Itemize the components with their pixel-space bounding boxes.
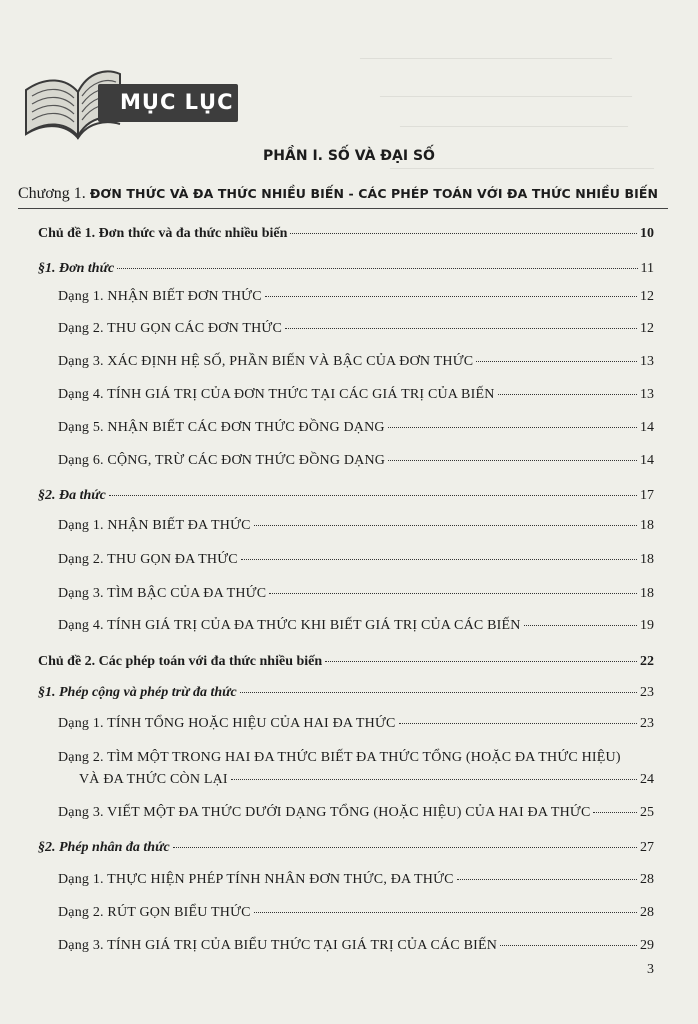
page-number: 3 xyxy=(647,962,654,977)
toc-entry-form-continued[interactable]: VÀ ĐA THỨC CÒN LẠI 24 xyxy=(79,772,654,787)
toc-entry-topic[interactable]: Chủ đề 1. Đơn thức và đa thức nhiều biến 10 xyxy=(38,226,654,241)
bleed-through-text: —————————————————————— xyxy=(390,160,654,174)
toc-entry-form[interactable]: Dạng 2. THU GỌN ĐA THỨC 18 xyxy=(58,552,654,567)
page-title: MỤC LỤC xyxy=(120,90,234,114)
header-banner xyxy=(22,62,238,140)
part-title: PHẦN I. SỐ VÀ ĐẠI SỐ xyxy=(263,148,435,164)
bleed-through-text: ——————————————————— xyxy=(400,118,628,132)
chapter-title: ĐƠN THỨC VÀ ĐA THỨC NHIỀU BIẾN - CÁC PHÉP TOÁN VỚI ĐA THỨC NHIỀU BIẾN xyxy=(89,186,659,201)
toc-entry-form[interactable]: Dạng 3. TÍNH GIÁ TRỊ CỦA BIỂU THỨC TẠI GIÁ TRỊ CỦA CÁC BIẾN 29 xyxy=(58,938,654,953)
toc-entry-form[interactable]: Dạng 1. NHẬN BIẾT ĐƠN THỨC 12 xyxy=(58,289,654,304)
toc-entry-section[interactable]: §1. Phép cộng và phép trừ đa thức 23 xyxy=(38,685,654,700)
toc-entry-form[interactable]: Dạng 2. THU GỌN CÁC ĐƠN THỨC 12 xyxy=(58,321,654,336)
toc-entry-form[interactable]: Dạng 6. CỘNG, TRỪ CÁC ĐƠN THỨC ĐỒNG DẠNG 14 xyxy=(58,453,654,468)
bleed-through-text: ————————————————————— xyxy=(360,50,612,64)
toc-entry-form[interactable]: Dạng 4. TÍNH GIÁ TRỊ CỦA ĐƠN THỨC TẠI CÁC GIÁ TRỊ CỦA BIẾN 13 xyxy=(58,387,654,402)
toc-entry-form[interactable]: Dạng 3. XÁC ĐỊNH HỆ SỐ, PHẦN BIẾN VÀ BẬC CỦA ĐƠN THỨC 13 xyxy=(58,354,654,369)
bleed-through-text: ————————————————————— xyxy=(380,88,632,102)
toc-entry-topic[interactable]: Chủ đề 2. Các phép toán với đa thức nhiều biến 22 xyxy=(38,654,654,669)
toc-entry-form[interactable]: Dạng 3. TÌM BẬC CỦA ĐA THỨC 18 xyxy=(58,586,654,601)
chapter-heading xyxy=(18,185,658,203)
chapter-prefix: Chương 1. xyxy=(18,185,86,202)
toc-entry-form[interactable]: Dạng 4. TÍNH GIÁ TRỊ CỦA ĐA THỨC KHI BIẾT GIÁ TRỊ CỦA CÁC BIẾN 19 xyxy=(58,618,654,633)
chapter-divider xyxy=(18,208,668,209)
toc-entry-form[interactable]: Dạng 3. VIẾT MỘT ĐA THỨC DƯỚI DẠNG TỔNG (HOẶC HIỆU) CỦA HAI ĐA THỨC 25 xyxy=(58,805,654,820)
toc-entry-section[interactable]: §2. Đa thức 17 xyxy=(38,488,654,503)
toc-entry-form[interactable]: Dạng 5. NHẬN BIẾT CÁC ĐƠN THỨC ĐỒNG DẠNG 14 xyxy=(58,420,654,435)
toc-entry-section[interactable]: §2. Phép nhân đa thức 27 xyxy=(38,840,654,855)
toc-entry-form[interactable]: Dạng 2. TÌM MỘT TRONG HAI ĐA THỨC BIẾT ĐA THỨC TỔNG (HOẶC ĐA THỨC HIỆU) xyxy=(58,750,621,765)
toc-entry-form[interactable]: Dạng 1. TÍNH TỔNG HOẶC HIỆU CỦA HAI ĐA THỨC 23 xyxy=(58,716,654,731)
toc-entry-form[interactable]: Dạng 1. THỰC HIỆN PHÉP TÍNH NHÂN ĐƠN THỨC, ĐA THỨC 28 xyxy=(58,872,654,887)
toc-entry-form[interactable]: Dạng 2. RÚT GỌN BIỂU THỨC 28 xyxy=(58,905,654,920)
toc-entry-section[interactable]: §1. Đơn thức 11 xyxy=(38,261,654,276)
toc-entry-form[interactable]: Dạng 1. NHẬN BIẾT ĐA THỨC 18 xyxy=(58,518,654,533)
